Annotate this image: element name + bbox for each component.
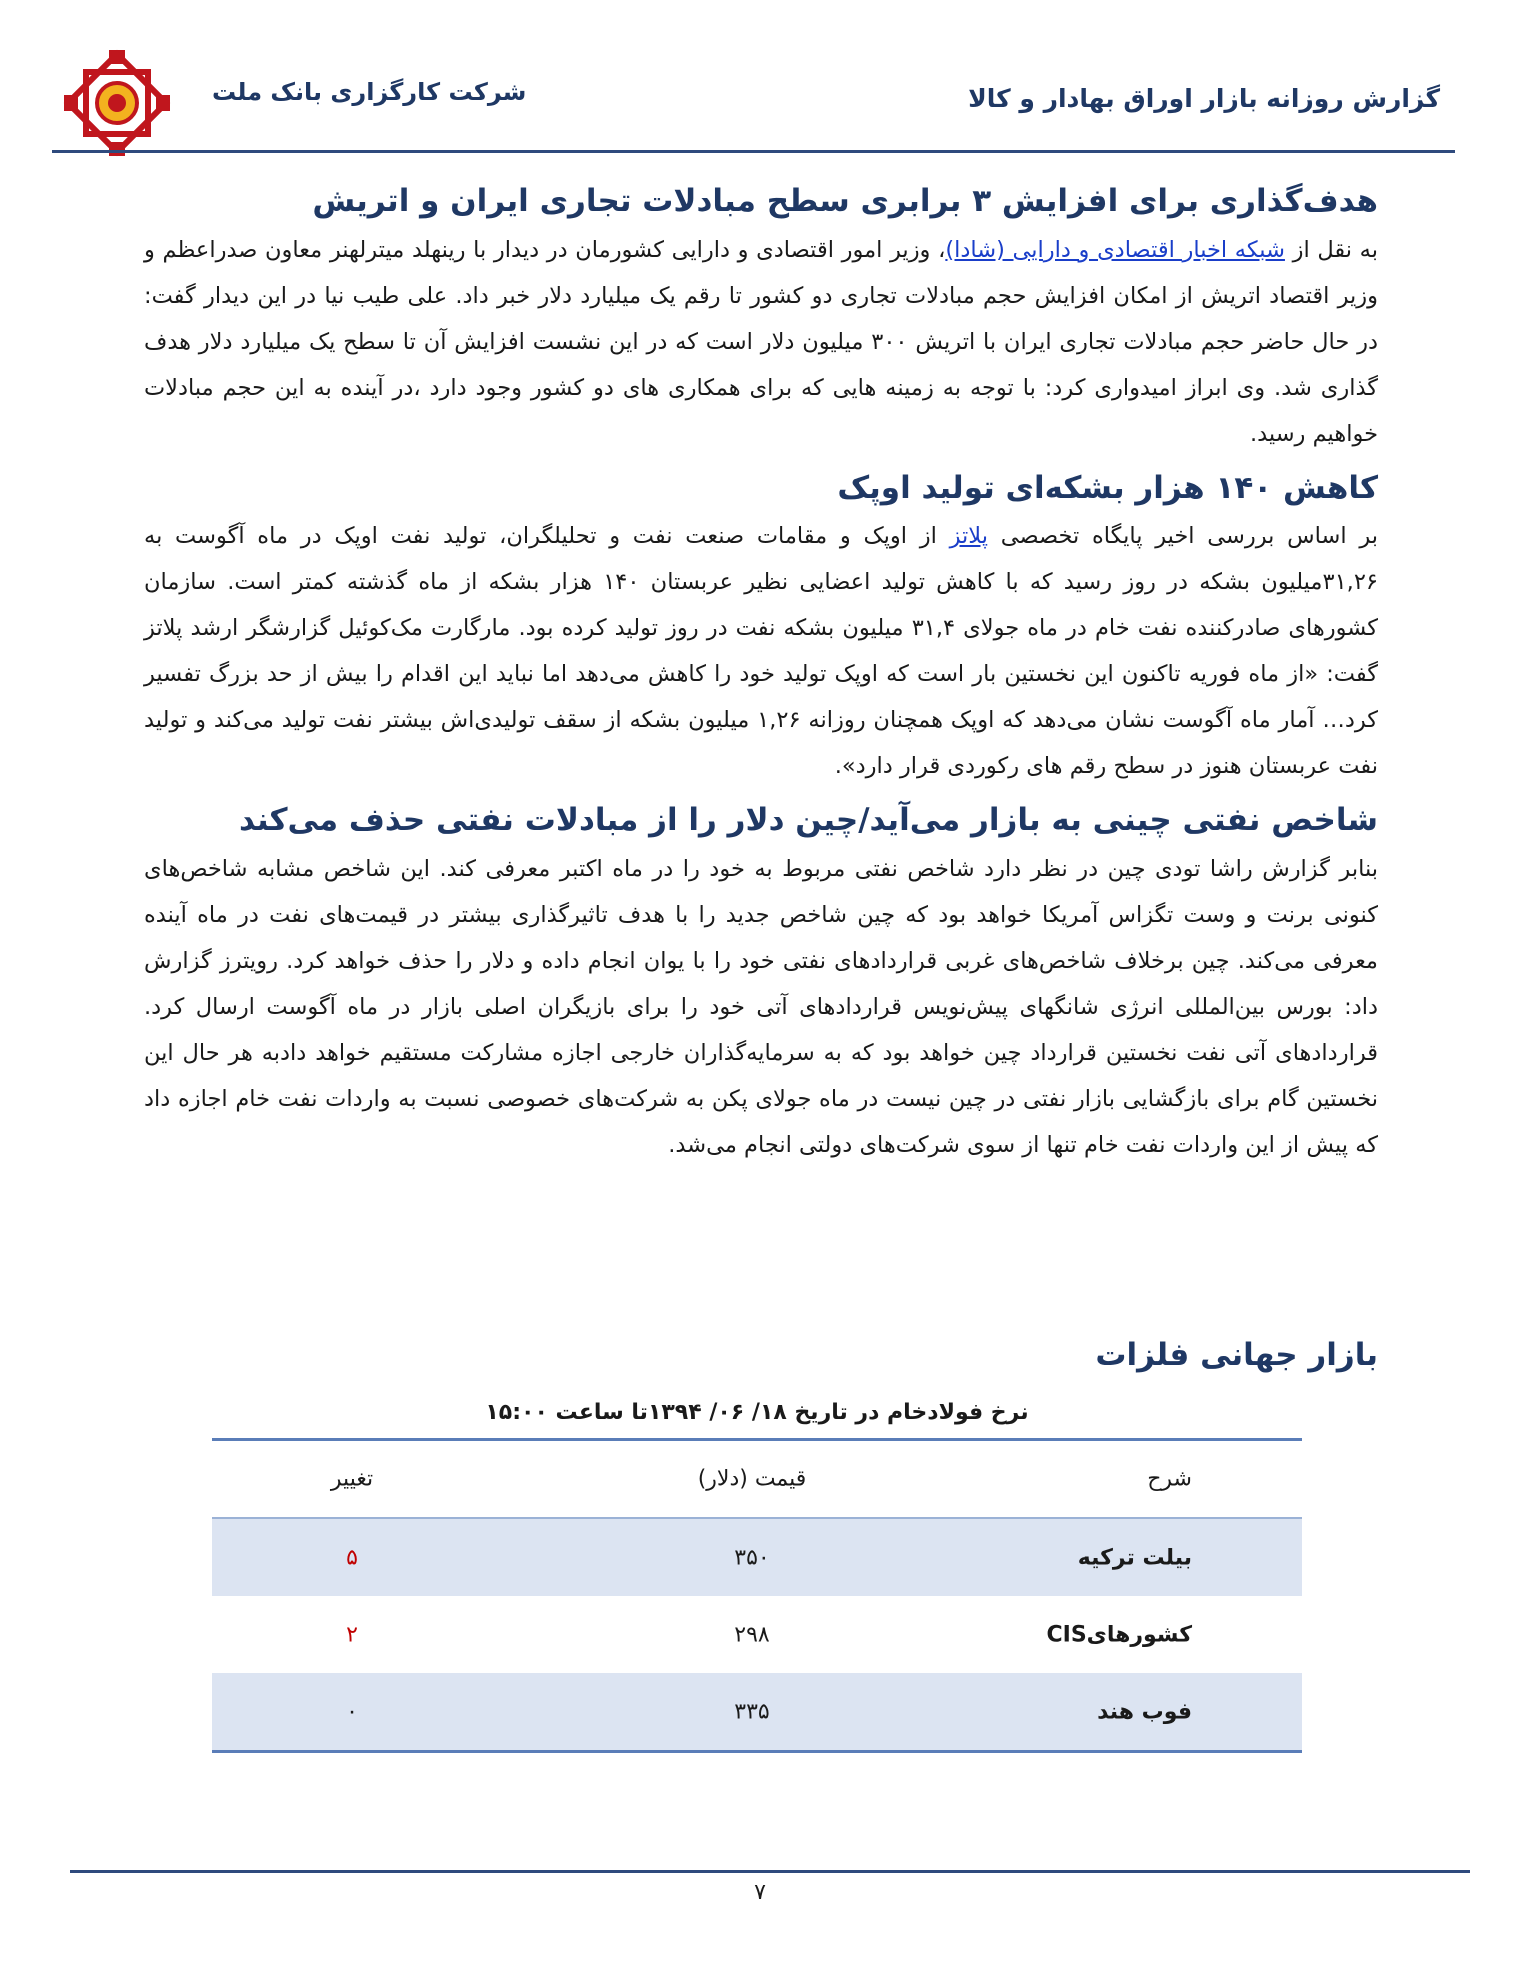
header-price: قیمت (دلار) xyxy=(697,1466,807,1492)
row-change: ۰ xyxy=(346,1699,358,1724)
company-name: شرکت کارگزاری بانک ملت xyxy=(212,78,527,106)
header-change: تغییر xyxy=(330,1466,374,1492)
row-desc: کشورهایCIS xyxy=(1046,1622,1192,1647)
row-desc: بیلت ترکیه xyxy=(1077,1545,1192,1570)
article-body-2 xyxy=(144,513,1378,789)
steel-price-table xyxy=(212,1438,1302,1753)
article-title-3: شاخص نفتی چینی به بازار می‌آید/چین دلار را از مبادلات نفتی حذف می‌کند xyxy=(238,802,1378,838)
article-text-1: ، وزیر امور اقتصادی و دارایی کشورمان در دیدار با رینهلد میترلهنر معاون صدراعظم و وزیر اقتصاد اتریش از امکان افزایش حجم مبادلات تجاری دو کشور تا رقم یک میلیارد دلار خبر داد. علی طیب نیا در این دیدار گفت: در حال حاضر حجم مبادلات تجاری ایران با اتریش ۳۰۰ میلیون دلار است که در این نشست افزایش آن تا سطح یک میلیارد دلار هدف گذاری شد. وی ابراز امیدواری کرد: با توجه به زمینه هایی که برای همکاری های دو کشور وجود دارد ،در آینده به این حجم مبادلات خواهیم رسید. xyxy=(144,236,1378,447)
article-text-3: بنابر گزارش راشا تودی چین در نظر دارد شاخص نفتی مربوط به خود را در ماه اکتبر معرفی کند. این شاخص مشابه شاخص‌های کنونی برنت و وست تگزاس آمریکا خواهد بود که چین شاخص جدید را با هدف تاثیرگذاری بیشتر در قیمت‌های نفت در ماه آینده معرفی می‌کند. چین برخلاف شاخص‌های غربی قراردادهای نفتی خود را با یوان انجام داده و دلار را حذف خواهد کرد. رویترز گزارش داد: بورس بین‌المللی انرژی شانگهای پیش‌نویس قراردادهای آتی خود را برای بازیگران اصلی بازار در ماه آگوست ارسال کرد. قراردادهای آتی نفت نخستین قرارداد چین خواهد بود که به سرمایه‌گذاران خارجی اجازه مشارکت مستقیم خواهد دادبه هر حال این نخستین گام برای بازگشایی بازار نفتی در چین نیست در ماه جولای پکن به شرکت‌های خصوصی نسبت به واردات نفت خام اجازه داد که پیش از این واردات نفت خام تنها از سوی شرکت‌های دولتی انجام می‌شد. xyxy=(144,855,1378,1158)
metals-section xyxy=(144,1332,1378,1379)
page-header xyxy=(52,40,1452,152)
table-row xyxy=(212,1596,1302,1673)
row-desc: فوب هند xyxy=(1097,1699,1192,1724)
page-number: ۷ xyxy=(754,1880,766,1905)
report-title: گزارش روزانه بازار اوراق بهادار و کالا xyxy=(968,84,1440,113)
source-link-platts[interactable]: پلاتز xyxy=(949,523,988,549)
article-title-1: هدف‌گذاری برای افزایش ۳ برابری سطح مبادلات تجاری ایران و اتریش xyxy=(312,183,1378,219)
article-body-1 xyxy=(144,227,1378,457)
bank-mellat-logo xyxy=(62,48,172,158)
source-link-shada[interactable]: شبکه اخبار اقتصادی و دارایی (شادا) xyxy=(945,236,1285,263)
article-intro-1: به نقل از xyxy=(1284,236,1378,263)
table-caption: نرخ فولادخام در تاریخ ۱۸/ ۰۶/ ۱۳۹۴تا ساعت ۱۵:۰۰ xyxy=(485,1400,1029,1425)
article-text-2: از اوپک و مقامات صنعت نفت و تحلیلگران، تولید نفت اوپک در ماه آگوست به ۳۱,۲۶میلیون بشکه در روز رسید که با کاهش تولید اعضایی نظیر عربستان ۱۴۰ هزار بشکه از ماه گذشته کمتر است. سازمان کشورهای صادرکننده نفت خام در ماه جولای ۳۱,۴ میلیون بشکه نفت در روز تولید کرده بود. مارگارت مک‌کوئیل گزارشگر ارشد پلاتز گفت: «از ماه فوریه تاکنون این نخستین بار است که اوپک تولید خود را کاهش می‌دهد اما نباید این اقدام را بیش از حد بزرگ تفسیر کرد… آمار ماه آگوست نشان می‌دهد که اوپک همچنان روزانه ۱,۲۶ میلیون بشکه از سقف تولیدی‌اش بیشتر نفت تولید می‌کند و تولید نفت عربستان هنوز در سطح رقم های رکوردی قرار دارد». xyxy=(144,523,1378,779)
row-price: ۳۳۵ xyxy=(734,1699,770,1724)
footer-divider xyxy=(70,1870,1470,1873)
row-price: ۳۵۰ xyxy=(734,1545,770,1570)
article-intro-2: بر اساس بررسی اخیر پایگاه تخصصی xyxy=(988,523,1378,549)
table-row xyxy=(212,1519,1302,1596)
article-body-3 xyxy=(144,846,1378,1168)
header-divider xyxy=(52,150,1455,153)
row-change: ۲ xyxy=(346,1622,358,1647)
row-change: ۵ xyxy=(346,1545,358,1570)
news-content xyxy=(144,178,1378,1176)
table-bottom-border xyxy=(212,1750,1302,1753)
table-header-row xyxy=(212,1441,1302,1519)
article-title-2: کاهش ۱۴۰ هزار بشکه‌ای تولید اوپک xyxy=(837,469,1378,506)
header-desc: شرح xyxy=(1147,1466,1192,1492)
table-row xyxy=(212,1673,1302,1750)
row-price: ۲۹۸ xyxy=(734,1622,770,1647)
metals-section-title: بازار جهانی فلزات xyxy=(1095,1337,1378,1373)
